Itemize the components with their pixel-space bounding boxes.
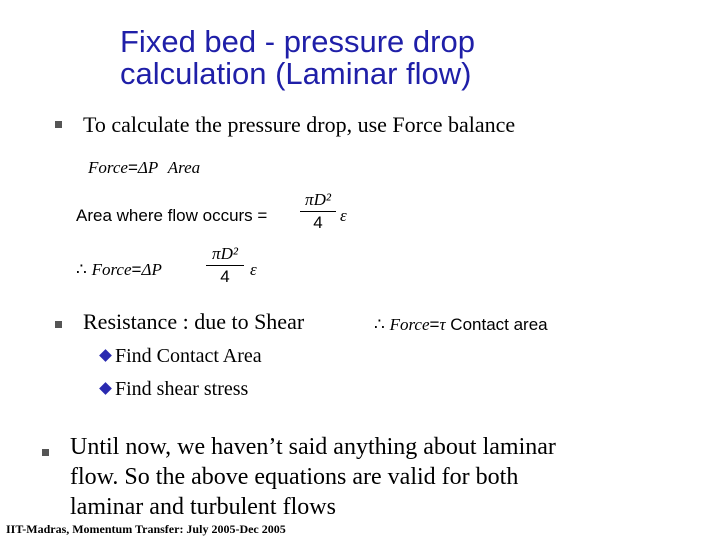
equation-area-fraction — [300, 190, 336, 233]
eq2-denominator: 4 — [313, 213, 323, 232]
bullet-marker-3 — [42, 449, 49, 456]
eq4-therefore: ∴ — [374, 315, 385, 334]
eq3-fraction-line — [206, 265, 244, 266]
equation-area-flow-label: Area where flow occurs = — [76, 206, 268, 225]
bullet-laminar-note — [70, 432, 630, 522]
eq2-numerator: πD² — [305, 190, 331, 209]
equation-force-shear — [374, 315, 548, 335]
equation-force-result — [76, 260, 162, 280]
bullet-resistance-shear: Resistance : due to Shear — [83, 309, 305, 334]
bullet-marker-2 — [55, 321, 62, 328]
bullet-marker-1 — [55, 121, 62, 128]
eq3-numerator: πD² — [212, 244, 238, 263]
eq4-tau: τ — [439, 315, 446, 334]
equation-force-fraction — [206, 244, 244, 287]
sub-bullet-marker-1 — [99, 349, 112, 362]
eq4-force: Force — [389, 315, 430, 334]
slide-title — [120, 26, 590, 90]
eq3-delta-p: ΔP — [141, 260, 162, 279]
sub-bullet-contact-area: Find Contact Area — [115, 345, 262, 367]
eq3-denominator: 4 — [220, 267, 230, 286]
eq1-area: Area — [167, 158, 201, 177]
eq2-fraction-line — [300, 211, 336, 212]
sub-bullet-marker-2 — [99, 382, 112, 395]
title-line-1: Fixed bed - pressure drop — [120, 24, 475, 59]
note-line-3: laminar and turbulent flows — [70, 494, 336, 520]
eq3-equals: = — [131, 260, 142, 279]
equation-force-dp-area — [88, 158, 200, 178]
eq4-contact-area: Contact area — [450, 315, 548, 334]
eq3-force: Force — [91, 260, 132, 279]
sub-bullet-shear-stress: Find shear stress — [115, 378, 249, 400]
eq4-equals: = — [429, 315, 440, 334]
slide-footer: IIT-Madras, Momentum Transfer: July 2005-Dec 2005 — [6, 522, 286, 536]
bullet-force-balance: To calculate the pressure drop, use Force balance — [83, 112, 516, 137]
note-line-1: Until now, we haven’t said anything about laminar — [70, 434, 556, 460]
eq1-equals: = — [127, 158, 138, 177]
eq3-therefore: ∴ — [76, 260, 87, 279]
eq1-delta-p: ΔP — [137, 158, 159, 177]
eq3-epsilon: ε — [250, 260, 257, 279]
note-line-2: flow. So the above equations are valid for both — [70, 464, 519, 490]
eq2-epsilon: ε — [340, 206, 347, 225]
eq1-force: Force — [88, 158, 128, 177]
title-line-2: calculation (Laminar flow) — [120, 56, 472, 91]
